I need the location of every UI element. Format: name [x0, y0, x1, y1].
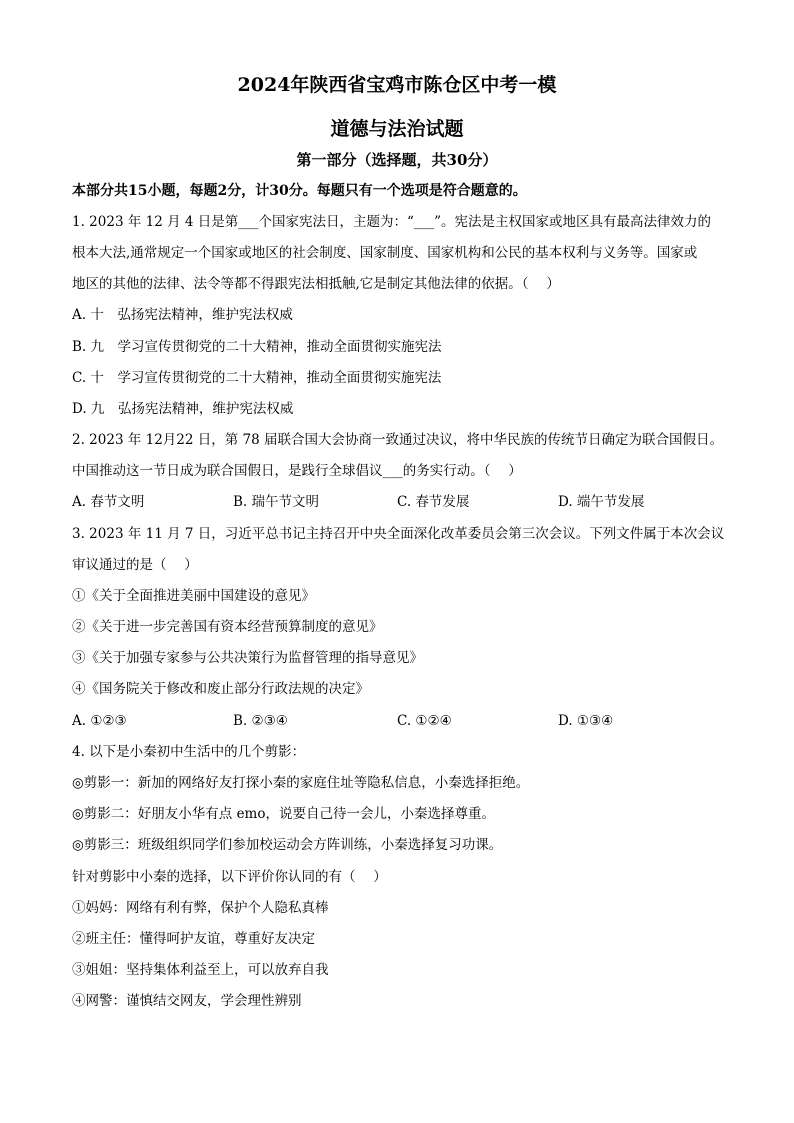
q4-prompt: 针对剪影中小秦的选择，以下评价你认同的有（ ） — [72, 869, 387, 885]
q3-item-2: ②《关于进一步完善国有资本经营预算制度的意见》 — [72, 619, 383, 635]
q4-item-1: ①妈妈：网络有利有弊，保护个人隐私真棒 — [72, 900, 329, 916]
q3-option-a: A. ①②③ — [72, 713, 127, 729]
q2-option-d: D. 端午节发展 — [558, 494, 645, 510]
q3-option-c: C. ①②④ — [397, 713, 452, 729]
q3-line-1: 3. 2023 年 11 月 7 日，习近平总书记主持召开中央全面深化改革委员会第三次会议。下列文件属于本次会议 — [72, 526, 725, 542]
q1-option-b: B. 九 学习宣传贯彻党的二十大精神，推动全面贯彻实施宪法 — [72, 339, 442, 355]
q3-line-2: 审议通过的是（ ） — [72, 557, 198, 573]
exam-title: 2024年陕西省宝鸡市陈仓区中考一模 — [237, 74, 557, 96]
q1-line-2: 根本大法,通常规定一个国家或地区的社会制度、国家制度、国家机构和公民的基本权利与义务等。国家或 — [72, 245, 698, 261]
section-heading: 第一部分（选择题，共30分） — [296, 151, 498, 169]
q4-item-4: ④网警：谨慎结交网友，学会理性辨别 — [72, 993, 302, 1009]
q2-option-b: B. 瑞午节文明 — [233, 494, 320, 510]
q4-scene-1: ◎剪影一：新加的网络好友打探小秦的家庭住址等隐私信息，小秦选择拒绝。 — [72, 775, 530, 791]
q3-option-d: D. ①③④ — [558, 713, 614, 729]
q2-option-a: A. 春节文明 — [72, 494, 145, 510]
q2-line-1: 2. 2023 年 12月22 日，第 78 届联合国大会协商一致通过决议，将中华民族的传统节日确定为联合国假日。 — [72, 432, 724, 448]
q1-option-d: D. 九 弘扬宪法精神，维护宪法权威 — [72, 401, 294, 417]
q1-option-c: C. 十 学习宣传贯彻党的二十大精神，推动全面贯彻实施宪法 — [72, 370, 442, 386]
q1-option-a: A. 十 弘扬宪法精神，维护宪法权威 — [72, 307, 293, 323]
q4-item-2: ②班主任：懂得呵护友谊，尊重好友决定 — [72, 931, 315, 947]
q4-scene-2: ◎剪影二：好朋友小华有点 emo，说要自己待一会儿，小秦选择尊重。 — [72, 806, 495, 822]
q4-scene-3: ◎剪影三：班级组织同学们参加校运动会方阵训练，小秦选择复习功课。 — [72, 837, 503, 853]
q3-item-1: ①《关于全面推进美丽中国建设的意见》 — [72, 588, 315, 604]
q1-line-1: 1. 2023 年 12 月 4 日是第___个国家宪法日，主题为：“___”。宪法是主权国家或地区具有最高法律效力的 — [72, 214, 712, 230]
q3-option-b: B. ②③④ — [233, 713, 288, 729]
q2-line-2: 中国推动这一节日成为联合国假日，是践行全球倡议___的务实行动。（ ） — [72, 463, 522, 479]
q1-line-3: 地区的其他的法律、法令等都不得跟宪法相抵触,它是制定其他法律的依据。（ ） — [72, 276, 560, 292]
q4-item-3: ③姐姐：坚持集体利益至上，可以放弃自我 — [72, 962, 329, 978]
q3-item-4: ④《国务院关于修改和废止部分行政法规的决定》 — [72, 681, 369, 697]
exam-subtitle: 道德与法治试题 — [330, 118, 464, 140]
q3-item-3: ③《关于加强专家参与公共决策行为监督管理的指导意见》 — [72, 650, 423, 666]
q2-option-c: C. 春节发展 — [397, 494, 470, 510]
q4-line-1: 4. 以下是小秦初中生活中的几个剪影： — [72, 744, 306, 760]
instruction-text: 本部分共15小题，每题2分，计30分。每题只有一个选项是符合题意的。 — [72, 183, 527, 199]
